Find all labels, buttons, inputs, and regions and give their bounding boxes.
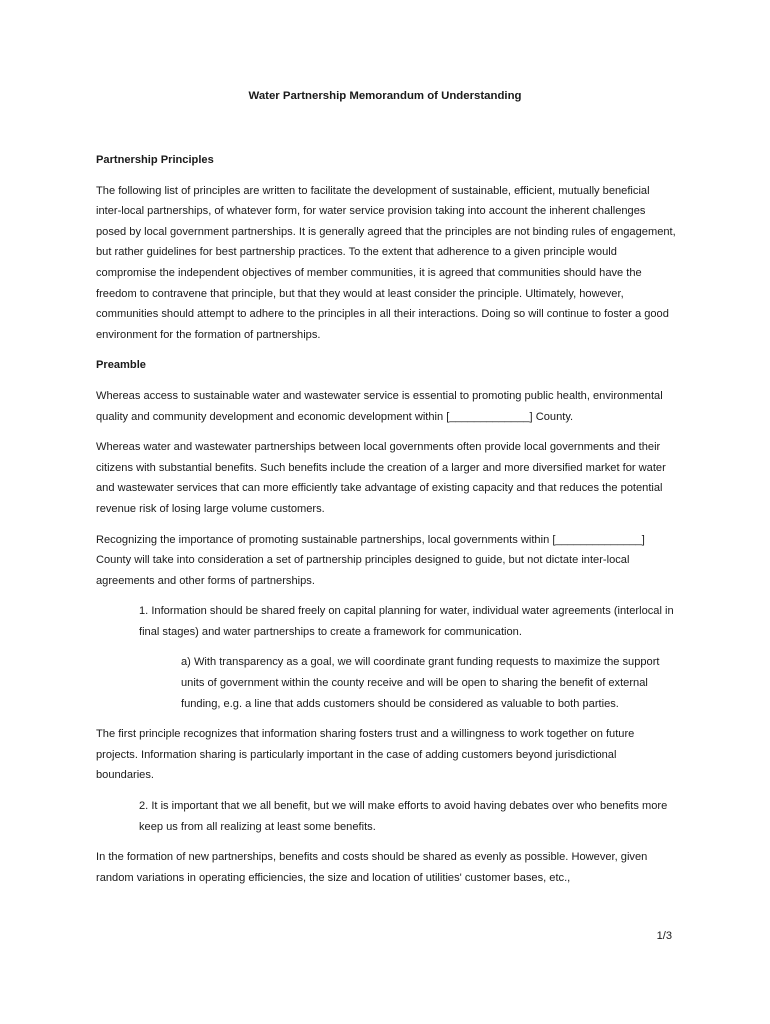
preamble-paragraph-1: Whereas access to sustainable water and wastewater service is essential to promoting public health, environmental quality and community development and economic development within [_____________] County. (96, 389, 663, 423)
principle-item-1a: a) With transparency as a goal, we will coordinate grant funding requests to maximize the support units of government within the county receive and will be open to sharing the benefit of external funding, e.g. a line that adds customers should be considered as valuable to both parties. (181, 656, 660, 710)
preamble-heading: Preamble (96, 359, 146, 372)
document-title: Water Partnership Memorandum of Understanding (248, 90, 522, 102)
document-body (96, 150, 676, 898)
principle-1-commentary: The first principle recognizes that information sharing fosters trust and a willingness to work together on future projects. Information sharing is particularly important in the case of adding customers beyond jurisdictional boundaries. (96, 728, 635, 782)
principle-2-commentary: In the formation of new partnerships, benefits and costs should be shared as evenly as possible. However, given random variations in operating efficiencies, the size and location of utilities' customer bases, etc., (96, 851, 648, 884)
preamble-paragraph-2: Whereas water and wastewater partnerships between local governments often provide local governments and their citizens with substantial benefits. Such benefits include the creation of a larger and more diversified market for water and wastewater services that can more efficiently take advantage of existing capacity and that reduces the potential revenue risk of losing large volume customers. (96, 441, 666, 515)
principle-item-1: 1. Information should be shared freely on capital planning for water, individual water agreements (interlocal in final stages) and water partnerships to create a framework for communication. (139, 605, 674, 638)
principles-heading: Partnership Principles (96, 154, 214, 166)
preamble-paragraph-3: Recognizing the importance of promoting sustainable partnerships, local governments within [______________] County will take into consideration a set of partnership principles designed to guide, but not dictate inter-local agreements and other forms of partnerships. (96, 533, 645, 587)
principles-intro-paragraph: The following list of principles are written to facilitate the development of sustainable, efficient, mutually beneficial inter-local partnerships, of whatever form, for water service provision taking into account the inherent challenges posed by local government partnerships. It is generally agreed that the principles are not binding rules of engagement, but rather guidelines for best partnership practices. To the extent that adherence to a given principle would compromise the independent objectives of member communities, it is agreed that communities should have the freedom to contravene that principle, but that they would at least consider the principle. Ultimately, however, communities should attempt to adhere to the principles in all their interactions. Doing so will continue to foster a good environment for the formation of partnerships. (96, 184, 676, 341)
page-number: 1/3 (656, 930, 672, 942)
principle-item-2: 2. It is important that we all benefit, but we will make efforts to avoid having debates over who benefits more keep us from all realizing at least some benefits. (139, 800, 668, 833)
